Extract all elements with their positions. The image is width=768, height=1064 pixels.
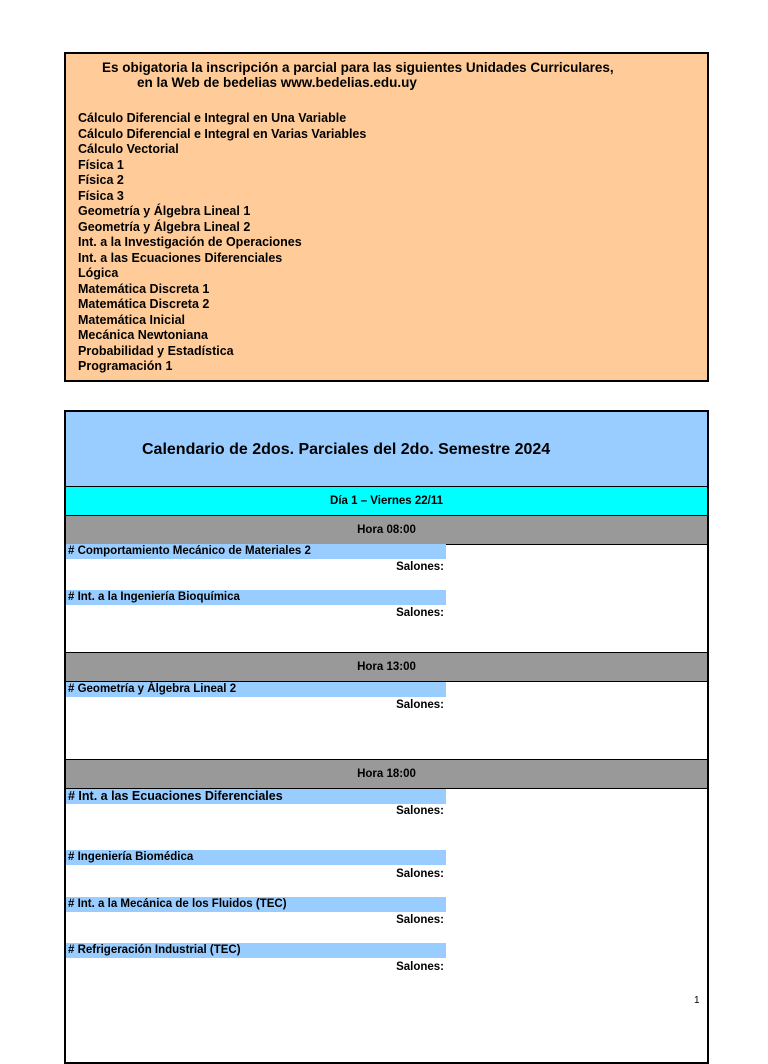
exam-subject: # Int. a la Ingeniería Bioquímica <box>66 590 446 605</box>
subject-list <box>78 111 366 375</box>
subject-item: Int. a la Investigación de Operaciones <box>78 235 302 249</box>
salones-label: Salones: <box>396 961 444 973</box>
subject-item: Física 2 <box>78 173 124 187</box>
subject-item: Cálculo Diferencial e Integral en Varias Variables <box>78 126 367 141</box>
hour-header: Hora 13:00 <box>66 652 707 682</box>
subject-item: Física 3 <box>78 188 124 203</box>
day-header: Día 1 – Viernes 22/11 <box>66 487 707 516</box>
subject-item: Programación 1 <box>78 359 173 373</box>
subject-item: Probabilidad y Estadística <box>78 343 234 358</box>
subject-item: Cálculo Diferencial e Integral en Una Variable <box>78 111 347 125</box>
subject-item: Geometría y Álgebra Lineal 2 <box>78 219 251 234</box>
subject-item: Int. a las Ecuaciones Diferenciales <box>78 250 283 265</box>
subject-item: Geometría y Álgebra Lineal 1 <box>78 204 251 218</box>
subject-item: Lógica <box>78 266 119 280</box>
hour-header: Hora 18:00 <box>66 759 707 789</box>
exam-calendar <box>64 410 709 1064</box>
calendar-title-bar <box>66 412 707 487</box>
subject-item: Matemática Discreta 1 <box>78 281 210 296</box>
subject-item: Física 1 <box>78 157 124 172</box>
exam-subject: # Geometría y Álgebra Lineal 2 <box>66 682 446 697</box>
salones-label: Salones: <box>396 699 444 711</box>
exam-subject: # Ingeniería Biomédica <box>66 850 446 865</box>
salones-label: Salones: <box>396 561 444 573</box>
exam-subject: # Comportamiento Mecánico de Materiales 2 <box>66 544 446 559</box>
subject-item: Mecánica Newtoniana <box>78 328 208 342</box>
subject-item: Cálculo Vectorial <box>78 142 179 156</box>
exam-subject: # Int. a la Mecánica de los Fluidos (TEC) <box>66 897 446 912</box>
notice-heading <box>102 60 614 90</box>
exam-subject: # Int. a las Ecuaciones Diferenciales <box>66 789 446 804</box>
hour-header: Hora 08:00 <box>66 515 707 545</box>
calendar-title: Calendario de 2dos. Parciales del 2do. Semestre 2024 <box>142 441 551 458</box>
salones-label: Salones: <box>396 805 444 817</box>
subject-item: Matemática Discreta 2 <box>78 297 210 311</box>
salones-label: Salones: <box>396 914 444 926</box>
page-number: 1 <box>694 995 700 1006</box>
registration-notice <box>64 52 709 382</box>
salones-label: Salones: <box>396 868 444 880</box>
salones-label: Salones: <box>396 607 444 619</box>
subject-item: Matemática Inicial <box>78 312 185 327</box>
notice-line-2: en la Web de bedelias www.bedelias.edu.uy <box>137 75 417 90</box>
notice-line-1: Es obigatoria la inscripción a parcial para las siguientes Unidades Curriculares, <box>102 60 614 75</box>
exam-subject: # Refrigeración Industrial (TEC) <box>66 943 446 958</box>
